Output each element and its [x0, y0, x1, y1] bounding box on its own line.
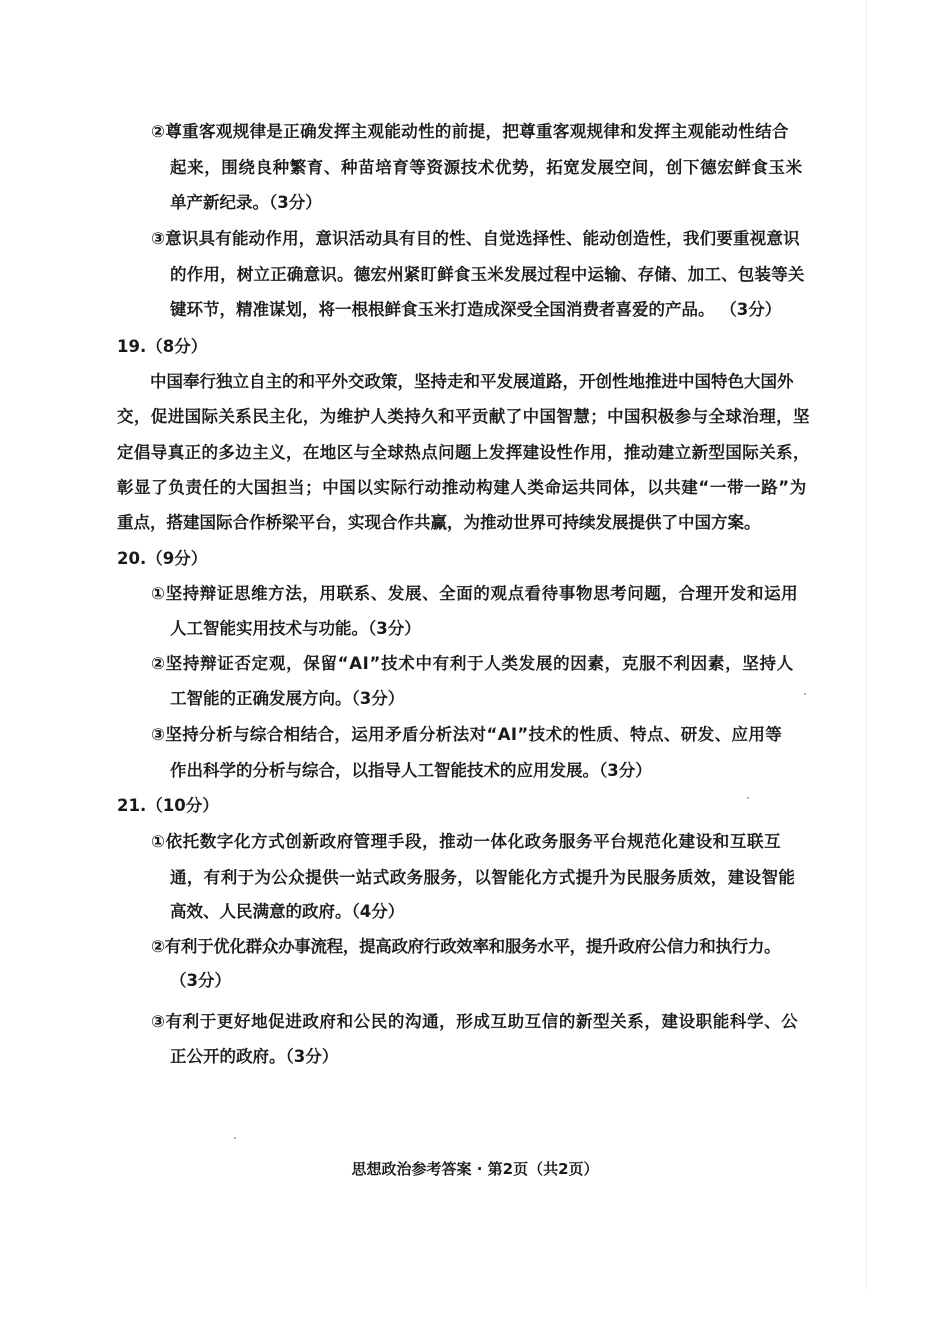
item-20-point-3-line-1: ③坚持分析与综合相结合，运用矛盾分析法对“AI”技术的性质、特点、研发、应用等	[151, 725, 783, 744]
item-20-point-3-line-2: 作出科学的分析与综合，以指导人工智能技术的应用发展。（3分）	[170, 761, 652, 780]
item-20-point-2-line-1: ②坚持辩证否定观，保留“AI”技术中有利于人类发展的因素，克服不利因素，坚持人	[151, 654, 794, 673]
item-21-point-2-line-2: （3分）	[170, 971, 231, 990]
question-20-heading: 20.（9分）	[117, 549, 208, 568]
item-20-point-1-line-2: 人工智能实用技术与功能。（3分）	[170, 619, 421, 638]
page-footer: 思想政治参考答案 · 第2页（共2页）	[351, 1160, 599, 1178]
scan-speck	[747, 797, 749, 799]
question-19-line-1: 中国奉行独立自主的和平外交政策，坚持走和平发展道路，开创性地推进中国特色大国外	[150, 372, 794, 391]
scan-speck	[804, 693, 806, 695]
item-18-point-2-line-1: ②尊重客观规律是正确发挥主观能动性的前提，把尊重客观规律和发挥主观能动性结合	[151, 122, 789, 141]
question-19-line-2: 交，促进国际关系民主化，为维护人类持久和平贡献了中国智慧；中国积极参与全球治理，坚	[117, 407, 810, 426]
item-18-point-2-line-2: 起来，围绕良种繁育、种苗培育等资源技术优势，拓宽发展空间，创下德宏鲜食玉米	[170, 158, 803, 177]
item-21-point-1-line-1: ①依托数字化方式创新政府管理手段，推动一体化政务服务平台规范化建设和互联互	[151, 832, 782, 851]
item-18-point-3-line-2: 的作用，树立正确意识。德宏州紧盯鲜食玉米发展过程中运输、存储、加工、包装等关	[170, 265, 805, 284]
item-21-point-1-line-3: 高效、人民满意的政府。（4分）	[170, 902, 405, 921]
question-19-line-4: 彰显了负责任的大国担当；中国以实际行动推动构建人类命运共同体，以共建“一带一路”为	[117, 478, 807, 497]
item-18-point-3-line-1: ③意识具有能动作用，意识活动具有目的性、自觉选择性、能动创造性，我们要重视意识	[151, 229, 800, 248]
item-21-point-1-line-2: 通，有利于为公众提供一站式政务服务，以智能化方式提升为民服务质效，建设智能	[170, 868, 796, 887]
scan-speck	[234, 1137, 236, 1139]
question-19-line-3: 定倡导真正的多边主义，在地区与全球热点问题上发挥建设性作用，推动建立新型国际关系，	[117, 443, 810, 462]
item-18-point-3-line-3: 键环节，精准谋划，将一根根鲜食玉米打造成深受全国消费者喜爱的产品。 （3分）	[170, 300, 782, 319]
item-21-point-2-line-1: ②有利于优化群众办事流程，提高政府行政效率和服务水平，提升政府公信力和执行力。	[151, 937, 781, 956]
question-19-line-5: 重点，搭建国际合作桥梁平台，实现合作共赢，为推动世界可持续发展提供了中国方案。	[117, 513, 761, 532]
item-20-point-2-line-2: 工智能的正确发展方向。（3分）	[170, 689, 405, 708]
item-18-point-2-line-3: 单产新纪录。（3分）	[170, 193, 322, 212]
item-21-point-3-line-2: 正公开的政府。（3分）	[170, 1047, 339, 1066]
item-20-point-1-line-1: ①坚持辩证思维方法，用联系、发展、全面的观点看待事物思考问题，合理开发和运用	[151, 584, 799, 603]
item-21-point-3-line-1: ③有利于更好地促进政府和公民的沟通，形成互助互信的新型关系，建设职能科学、公	[151, 1012, 799, 1031]
question-21-heading: 21.（10分）	[117, 796, 219, 815]
question-19-heading: 19.（8分）	[117, 337, 208, 356]
page-edge	[866, 0, 867, 1290]
